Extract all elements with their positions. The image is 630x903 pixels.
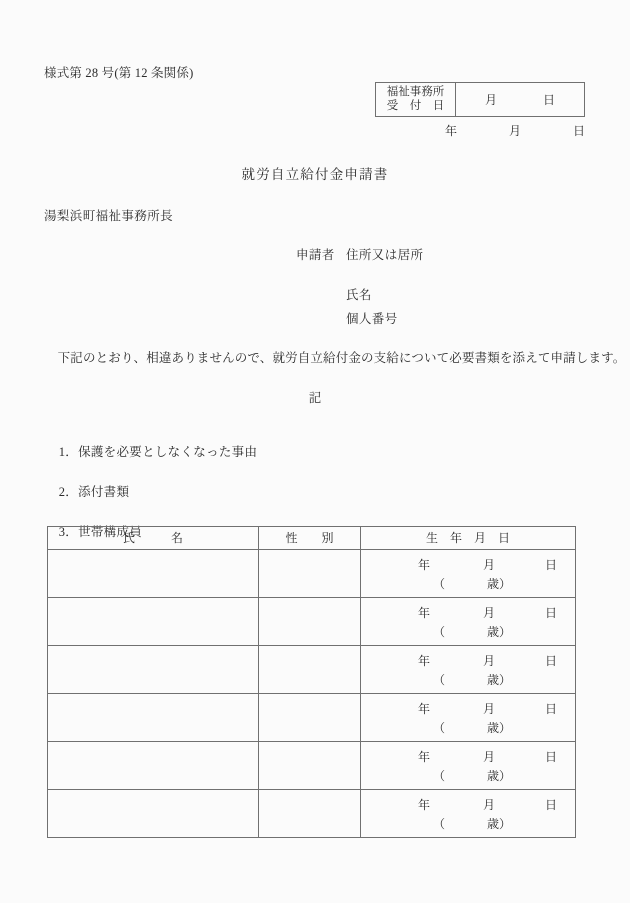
household-members-table bbox=[47, 526, 576, 838]
birthdate-ymd-row bbox=[361, 748, 575, 767]
item-2-label: 添付書類 bbox=[78, 485, 130, 499]
cell-name[interactable] bbox=[48, 742, 259, 790]
item-1-label: 保護を必要としなくなった事由 bbox=[78, 445, 258, 459]
birth-year-label: 年 bbox=[418, 798, 431, 812]
applicant-mynumber-label: 個人番号 bbox=[346, 312, 398, 326]
receipt-date-month-label: 月 bbox=[508, 124, 521, 138]
receipt-date-line[interactable] bbox=[445, 122, 585, 139]
age-label: 歳） bbox=[487, 624, 512, 639]
cell-birthdate[interactable] bbox=[361, 742, 576, 790]
birth-year-label: 年 bbox=[418, 750, 431, 764]
cell-sex[interactable] bbox=[259, 550, 361, 598]
receipt-box-date-field[interactable] bbox=[456, 83, 584, 116]
birthdate-ymd-row bbox=[361, 700, 575, 719]
receipt-box-label bbox=[376, 83, 456, 116]
cell-name[interactable] bbox=[48, 550, 259, 598]
welfare-office-receipt-box bbox=[375, 82, 585, 117]
birth-month-label: 月 bbox=[483, 654, 496, 668]
cell-sex[interactable] bbox=[259, 742, 361, 790]
age-paren-open: （ bbox=[433, 624, 446, 639]
birth-month-label: 月 bbox=[483, 558, 496, 572]
applicant-role-label: 申請者 bbox=[296, 248, 335, 262]
column-header-birthdate: 生 年 月 日 bbox=[361, 527, 576, 550]
age-row bbox=[361, 575, 575, 594]
cell-sex[interactable] bbox=[259, 694, 361, 742]
cell-sex[interactable] bbox=[259, 790, 361, 838]
form-number: 様式第 28 号(第 12 条関係) bbox=[44, 66, 194, 80]
table-row bbox=[48, 694, 576, 742]
cell-birthdate[interactable] bbox=[361, 598, 576, 646]
birth-year-label: 年 bbox=[418, 606, 431, 620]
household-table-body bbox=[48, 550, 576, 838]
addressee-line: 湯梨浜町福祉事務所長 bbox=[44, 209, 174, 223]
birthdate-field bbox=[361, 694, 575, 737]
age-paren-open: （ bbox=[433, 576, 446, 591]
table-row bbox=[48, 742, 576, 790]
birthdate-field bbox=[361, 550, 575, 593]
age-row bbox=[361, 623, 575, 642]
cell-name[interactable] bbox=[48, 646, 259, 694]
birthdate-ymd-row bbox=[361, 556, 575, 575]
table-row bbox=[48, 550, 576, 598]
age-paren-open: （ bbox=[433, 720, 446, 735]
page-title: 就労自立給付金申請書 bbox=[241, 167, 389, 182]
birth-month-label: 月 bbox=[483, 702, 496, 716]
birthdate-field bbox=[361, 646, 575, 689]
birth-day-label: 日 bbox=[545, 558, 558, 572]
birth-year-label: 年 bbox=[418, 702, 431, 716]
cell-sex[interactable] bbox=[259, 646, 361, 694]
cell-birthdate[interactable] bbox=[361, 790, 576, 838]
birth-day-label: 日 bbox=[545, 798, 558, 812]
item-2-number: 2． bbox=[58, 485, 79, 499]
birthdate-ymd-row bbox=[361, 604, 575, 623]
receipt-date-day-label: 日 bbox=[572, 124, 585, 138]
table-row bbox=[48, 790, 576, 838]
cell-name[interactable] bbox=[48, 694, 259, 742]
applicant-name-label: 氏名 bbox=[346, 288, 372, 302]
age-label: 歳） bbox=[487, 768, 512, 783]
receipt-day-label: 日 bbox=[543, 93, 556, 107]
cell-birthdate[interactable] bbox=[361, 646, 576, 694]
item-3-number: 3． bbox=[58, 525, 79, 539]
cell-birthdate[interactable] bbox=[361, 694, 576, 742]
birth-month-label: 月 bbox=[483, 606, 496, 620]
table-header-row bbox=[48, 527, 576, 550]
age-paren-open: （ bbox=[433, 672, 446, 687]
receipt-date-year-label: 年 bbox=[445, 124, 458, 138]
birth-day-label: 日 bbox=[545, 750, 558, 764]
cell-name[interactable] bbox=[48, 790, 259, 838]
age-label: 歳） bbox=[487, 576, 512, 591]
birth-month-label: 月 bbox=[483, 750, 496, 764]
age-row bbox=[361, 767, 575, 786]
birth-day-label: 日 bbox=[545, 702, 558, 716]
cell-sex[interactable] bbox=[259, 598, 361, 646]
age-row bbox=[361, 815, 575, 834]
column-header-sex: 性 別 bbox=[259, 527, 361, 550]
column-header-name: 氏 名 bbox=[48, 527, 259, 550]
table-row bbox=[48, 646, 576, 694]
body-statement: 下記のとおり、相違ありませんので、就労自立給付金の支給について必要書類を添えて申請します。 bbox=[45, 351, 626, 365]
birthdate-ymd-row bbox=[361, 796, 575, 815]
applicant-address-label: 住所又は居所 bbox=[346, 248, 424, 262]
birth-day-label: 日 bbox=[545, 606, 558, 620]
age-row bbox=[361, 671, 575, 690]
age-row bbox=[361, 719, 575, 738]
ki-marker: 記 bbox=[308, 391, 322, 405]
receipt-box-label-line1: 福祉事務所 bbox=[386, 85, 445, 98]
age-paren-open: （ bbox=[433, 816, 446, 831]
cell-name[interactable] bbox=[48, 598, 259, 646]
birth-year-label: 年 bbox=[418, 654, 431, 668]
age-label: 歳） bbox=[487, 720, 512, 735]
birth-year-label: 年 bbox=[418, 558, 431, 572]
birth-month-label: 月 bbox=[483, 798, 496, 812]
table-row bbox=[48, 598, 576, 646]
birthdate-field bbox=[361, 598, 575, 641]
birthdate-field bbox=[361, 790, 575, 833]
cell-birthdate[interactable] bbox=[361, 550, 576, 598]
item-3-label: 世帯構成員 bbox=[78, 525, 143, 539]
age-label: 歳） bbox=[487, 816, 512, 831]
birthdate-field bbox=[361, 742, 575, 785]
birthdate-ymd-row bbox=[361, 652, 575, 671]
birth-day-label: 日 bbox=[545, 654, 558, 668]
item-1-number: 1． bbox=[58, 445, 79, 459]
age-paren-open: （ bbox=[433, 768, 446, 783]
receipt-month-label: 月 bbox=[484, 93, 497, 107]
age-label: 歳） bbox=[487, 672, 512, 687]
receipt-box-label-line2: 受 付 日 bbox=[386, 99, 445, 112]
